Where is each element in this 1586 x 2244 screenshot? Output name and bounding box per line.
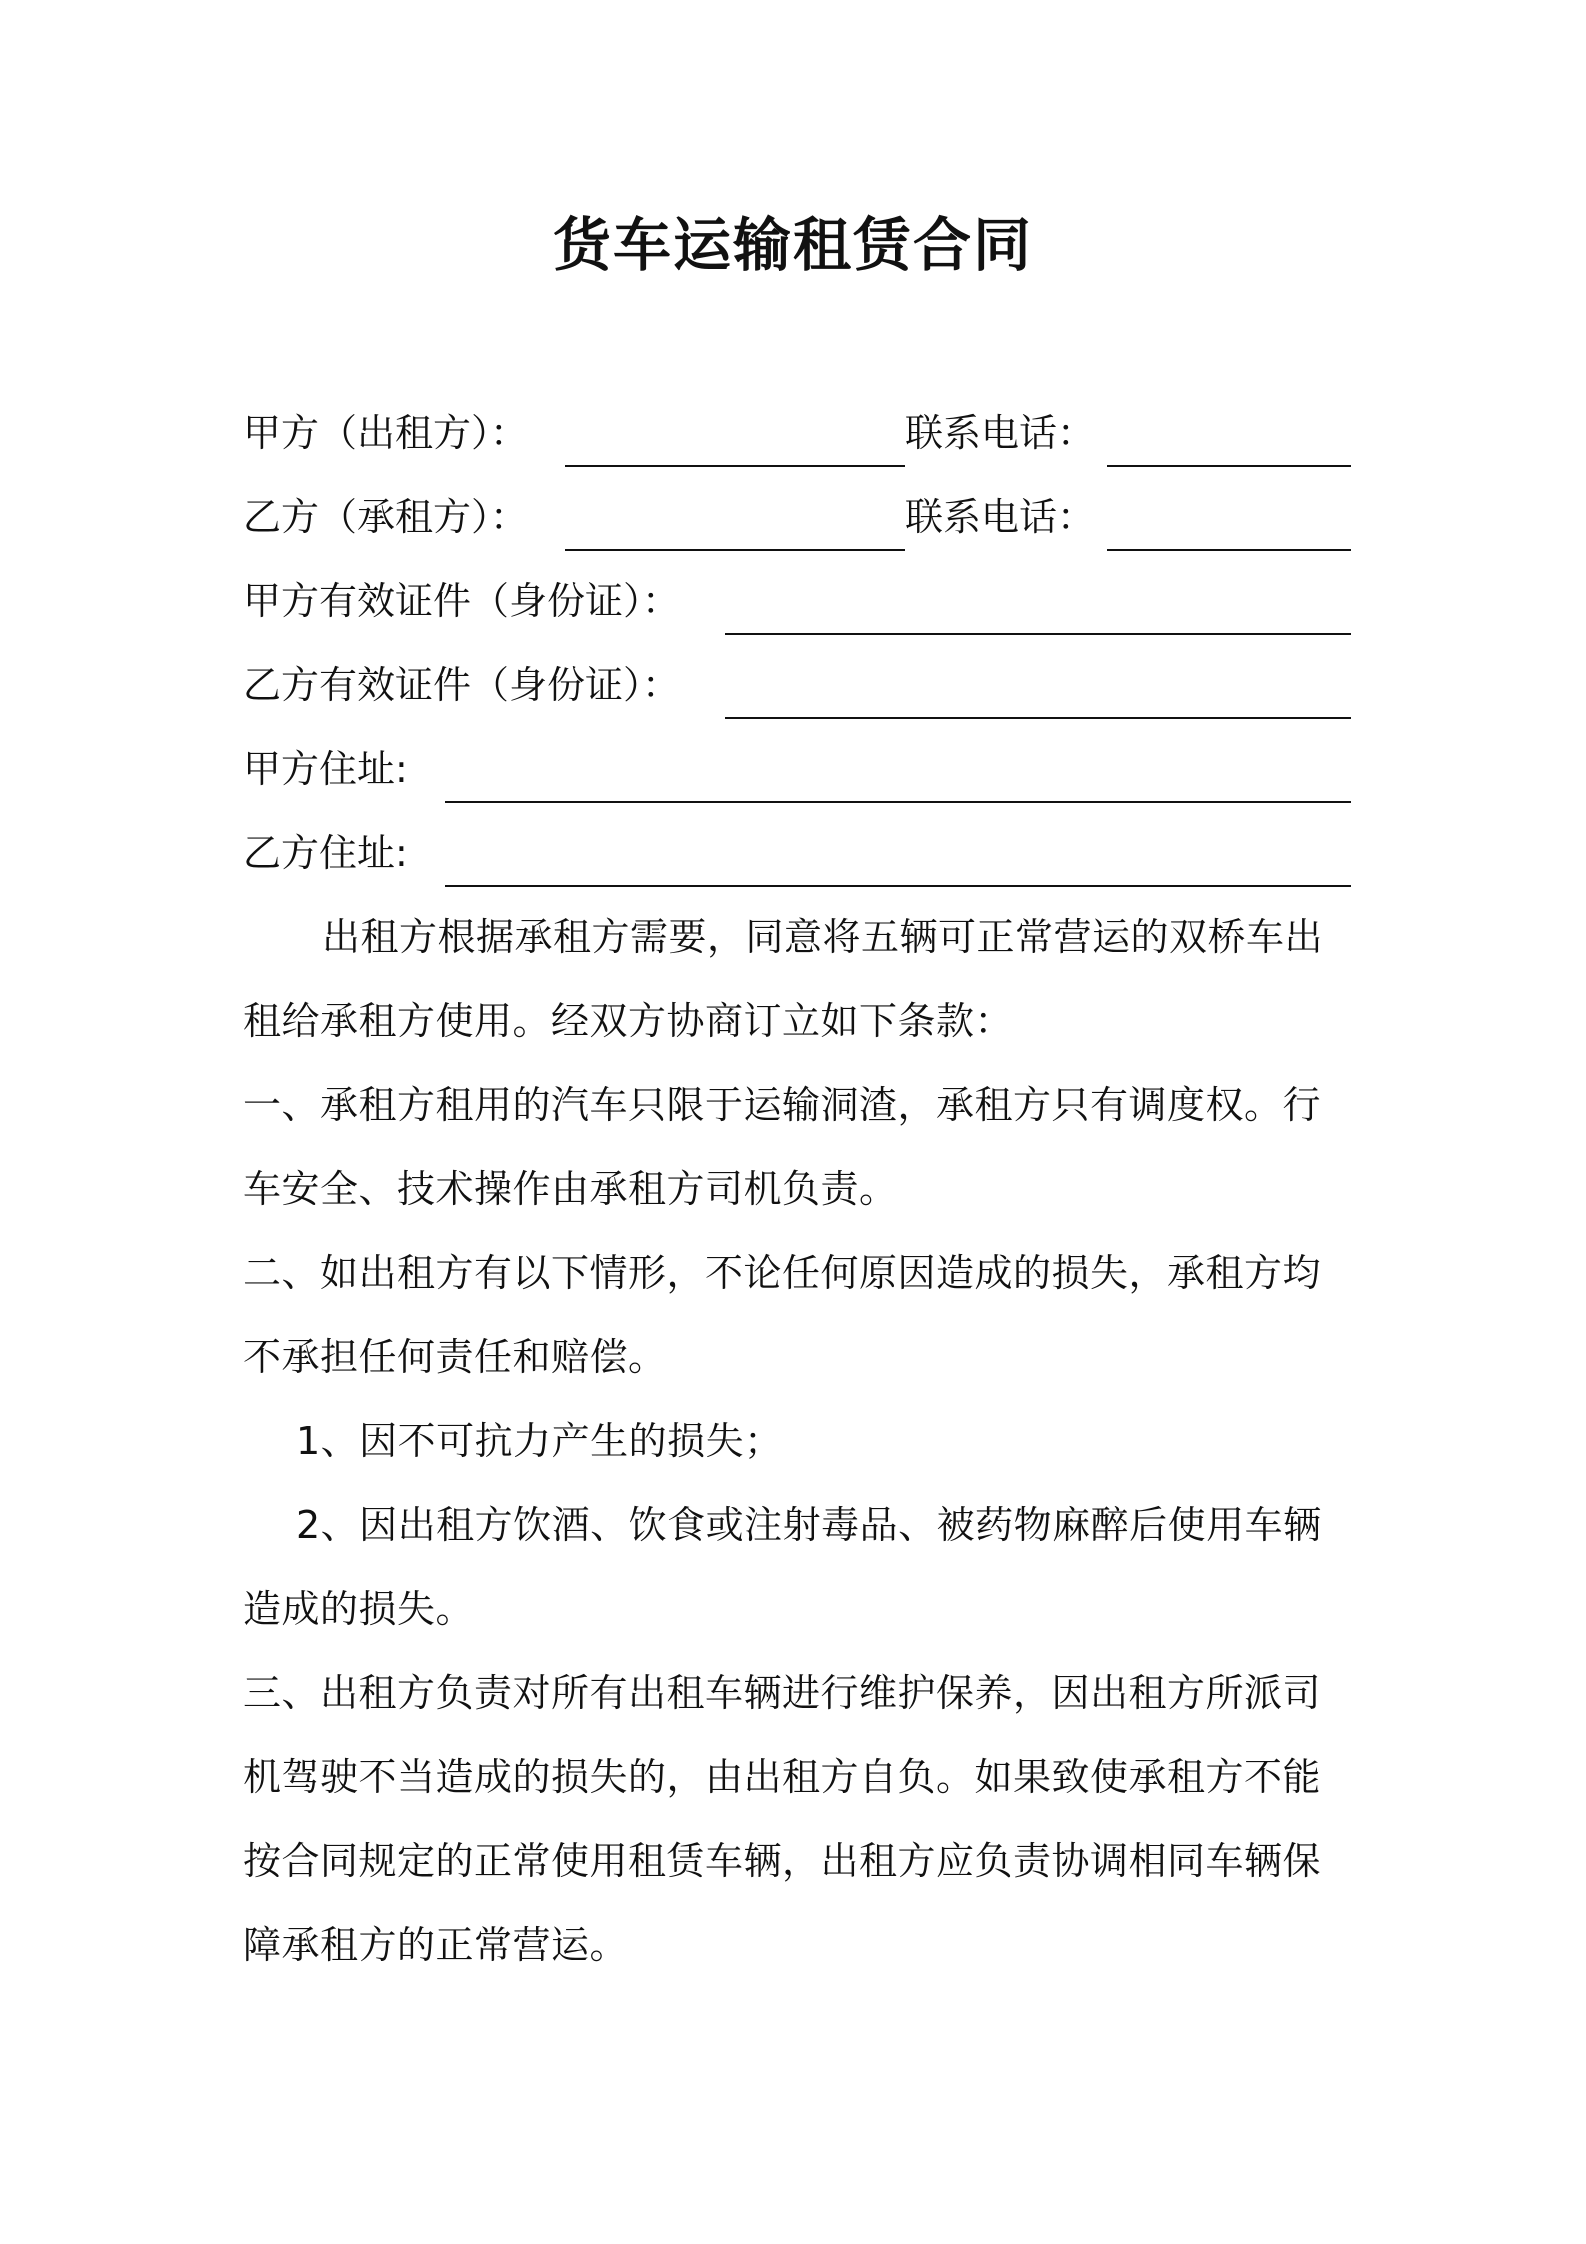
party-a-address-label: 甲方住址:: [243, 747, 408, 791]
clause-3-line-1: 三、出租方负责对所有出租车辆进行维护保养，因出租方所派司: [243, 1671, 1322, 1715]
party-b-row: [243, 489, 1351, 545]
party-b-address-blank[interactable]: [445, 885, 1351, 887]
clause-3-line-3: 按合同规定的正常使用租赁车辆，出租方应负责协调相同车辆保: [243, 1839, 1322, 1883]
party-a-address-blank[interactable]: [445, 801, 1351, 803]
party-b-phone-label: 联系电话：: [905, 495, 1096, 539]
party-a-address-row: [243, 741, 1351, 797]
party-a-name-blank[interactable]: [565, 465, 905, 467]
clause-2-line-1: 二、如出租方有以下情形，不论任何原因造成的损失，承租方均: [243, 1251, 1322, 1295]
party-b-phone-blank[interactable]: [1107, 549, 1351, 551]
clause-2-item-2-line-2: 造成的损失。: [243, 1587, 475, 1631]
clause-1-line-1: 一、承租方租用的汽车只限于运输洞渣，承租方只有调度权。行: [243, 1083, 1322, 1127]
party-a-phone-label: 联系电话：: [905, 411, 1096, 455]
party-a-phone-blank[interactable]: [1107, 465, 1351, 467]
party-b-id-row: [243, 657, 1351, 713]
party-a-id-row: [243, 573, 1351, 629]
clause-2-item-2-line-1: 2、因出租方饮酒、饮食或注射毒品、被药物麻醉后使用车辆: [296, 1503, 1322, 1547]
intro-line-1: 出租方根据承租方需要，同意将五辆可正常营运的双桥车出: [322, 915, 1324, 959]
party-b-address-row: [243, 825, 1351, 881]
party-b-label: 乙方（承租方）：: [243, 495, 529, 539]
party-a-id-label: 甲方有效证件（身份证）：: [243, 579, 681, 623]
clause-2-line-2: 不承担任何责任和赔偿。: [243, 1335, 667, 1379]
party-a-id-blank[interactable]: [725, 633, 1351, 635]
party-b-id-label: 乙方有效证件（身份证）：: [243, 663, 681, 707]
party-b-name-blank[interactable]: [565, 549, 905, 551]
document-title: 货车运输租赁合同: [552, 211, 1033, 279]
party-b-address-label: 乙方住址:: [243, 831, 408, 875]
clause-3-line-4: 障承租方的正常营运。: [243, 1923, 629, 1967]
party-a-row: [243, 405, 1351, 461]
party-a-label: 甲方（出租方）：: [243, 411, 529, 455]
clause-3-line-2: 机驾驶不当造成的损失的，由出租方自负。如果致使承租方不能: [243, 1755, 1322, 1799]
clause-1-line-2: 车安全、技术操作由承租方司机负责。: [243, 1167, 898, 1211]
clause-2-item-1: 1、因不可抗力产生的损失；: [296, 1419, 783, 1463]
party-b-id-blank[interactable]: [725, 717, 1351, 719]
intro-line-2: 租给承租方使用。经双方协商订立如下条款：: [243, 999, 1014, 1043]
